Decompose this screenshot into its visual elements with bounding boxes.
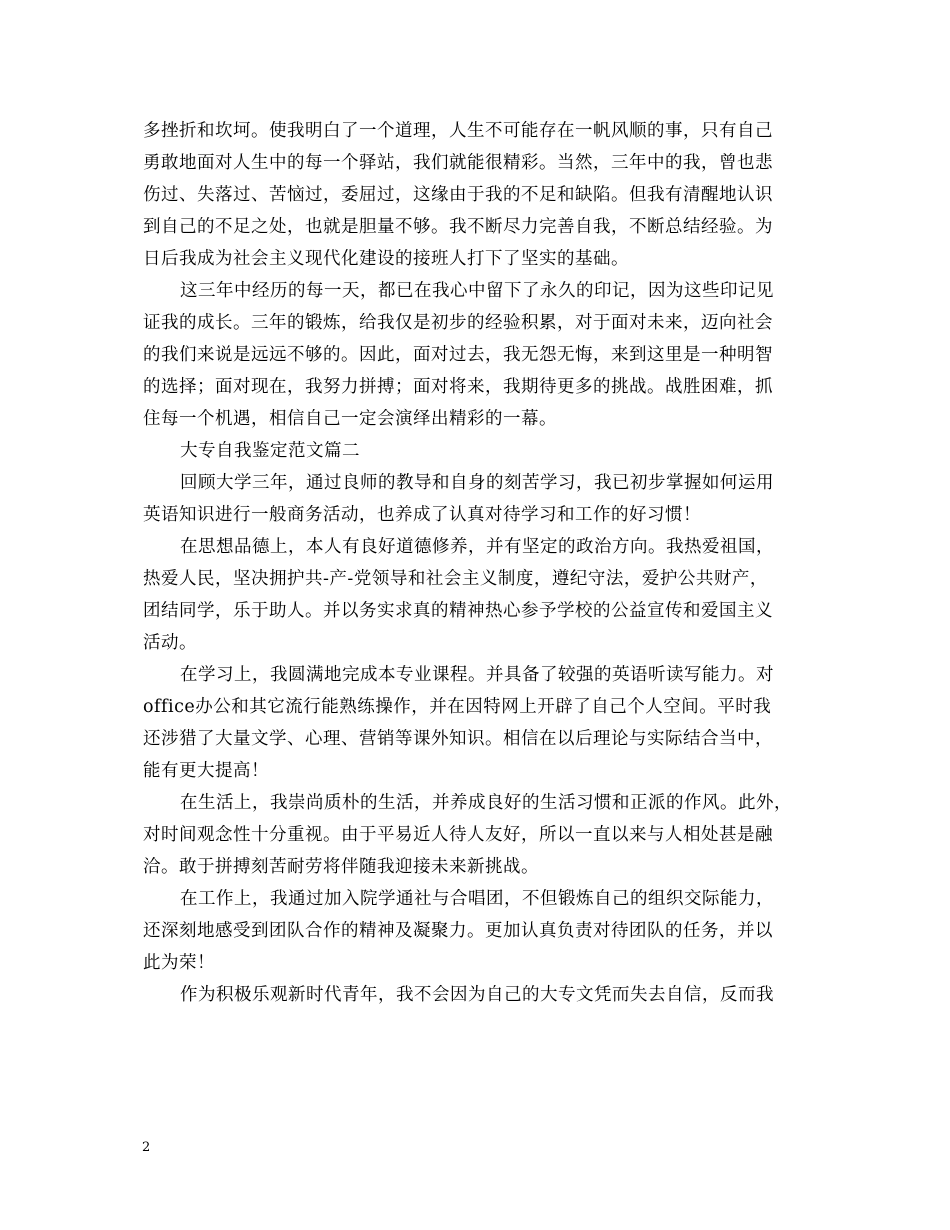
text-line: 多挫折和坎坷。使我明白了一个道理，人生不可能存在一帆风顺的事，只有自己 — [143, 121, 773, 141]
text-line: 还涉猎了大量文学、心理、营销等课外知识。相信在以后理论与实际结合当中， — [143, 729, 773, 749]
text-line: 住每一个机遇，相信自己一定会演绎出精彩的一幕。 — [143, 409, 557, 429]
text-line: 此为荣！ — [143, 953, 215, 973]
text-line: 伤过、失落过、苦恼过，委屈过，这缘由于我的不足和缺陷。但我有清醒地认识 — [143, 185, 773, 205]
text-line: 活动。 — [143, 633, 197, 653]
paragraph-start-line: 在工作上，我通过加入院学通社与合唱团，不但锻炼自己的组织交际能力， — [180, 889, 774, 909]
paragraph-start-line: 作为积极乐观新时代青年，我不会因为自己的大专文凭而失去自信，反而我 — [180, 985, 774, 1005]
text-line: 团结同学，乐于助人。并以务实求真的精神热心参予学校的公益宣传和爱国主义 — [143, 601, 773, 621]
paragraph-start-line: 在学习上，我圆满地完成本专业课程。并具备了较强的英语听读写能力。对 — [180, 665, 774, 685]
text-line: 洽。敢于拼搏刻苦耐劳将伴随我迎接未来新挑战。 — [143, 857, 539, 877]
text-line: 到自己的不足之处，也就是胆量不够。我不断尽力完善自我，不断总结经验。为 — [143, 217, 773, 237]
text-line: 还深刻地感受到团队合作的精神及凝聚力。更加认真负责对待团队的任务，并以 — [143, 921, 773, 941]
text-line: 证我的成长。三年的锻炼，给我仅是初步的经验积累，对于面对未来，迈向社会 — [143, 313, 773, 333]
section-heading: 大专自我鉴定范文篇二 — [180, 441, 360, 461]
text-line: 能有更大提高！ — [143, 761, 269, 781]
text-line: 勇敢地面对人生中的每一个驿站，我们就能很精彩。当然，三年中的我，曾也悲 — [143, 153, 773, 173]
text-line: 的我们来说是远远不够的。因此，面对过去，我无怨无悔，来到这里是一种明智 — [143, 345, 773, 365]
paragraph-start-line: 在思想品德上，本人有良好道德修养，并有坚定的政治方向。我热爱祖国， — [180, 537, 774, 557]
paragraph-start-line: 回顾大学三年，通过良师的教导和自身的刻苦学习，我已初步掌握如何运用 — [180, 473, 774, 493]
text-line: 英语知识进行一般商务活动，也养成了认真对待学习和工作的好习惯！ — [143, 505, 701, 525]
text-line: 日后我成为社会主义现代化建设的接班人打下了坚实的基础。 — [143, 249, 629, 269]
paragraph-start-line: 在生活上，我崇尚质朴的生活，并养成良好的生活习惯和正派的作风。此外， — [180, 793, 792, 813]
text-line: 对时间观念性十分重视。由于平易近人待人友好，所以一直以来与人相处甚是融 — [143, 825, 773, 845]
text-line: 热爱人民，坚决拥护共-产-党领导和社会主义制度，遵纪守法，爱护公共财产， — [143, 569, 768, 589]
text-line: 的选择；面对现在，我努力拼搏；面对将来，我期待更多的挑战。战胜困难，抓 — [143, 377, 773, 397]
text-line: office办公和其它流行能熟练操作，并在因特网上开辟了自己个人空间。平时我 — [143, 697, 772, 717]
paragraph-start-line: 这三年中经历的每一天，都已在我心中留下了永久的印记，因为这些印记见 — [180, 281, 774, 301]
page-number: 2 — [142, 1140, 151, 1155]
